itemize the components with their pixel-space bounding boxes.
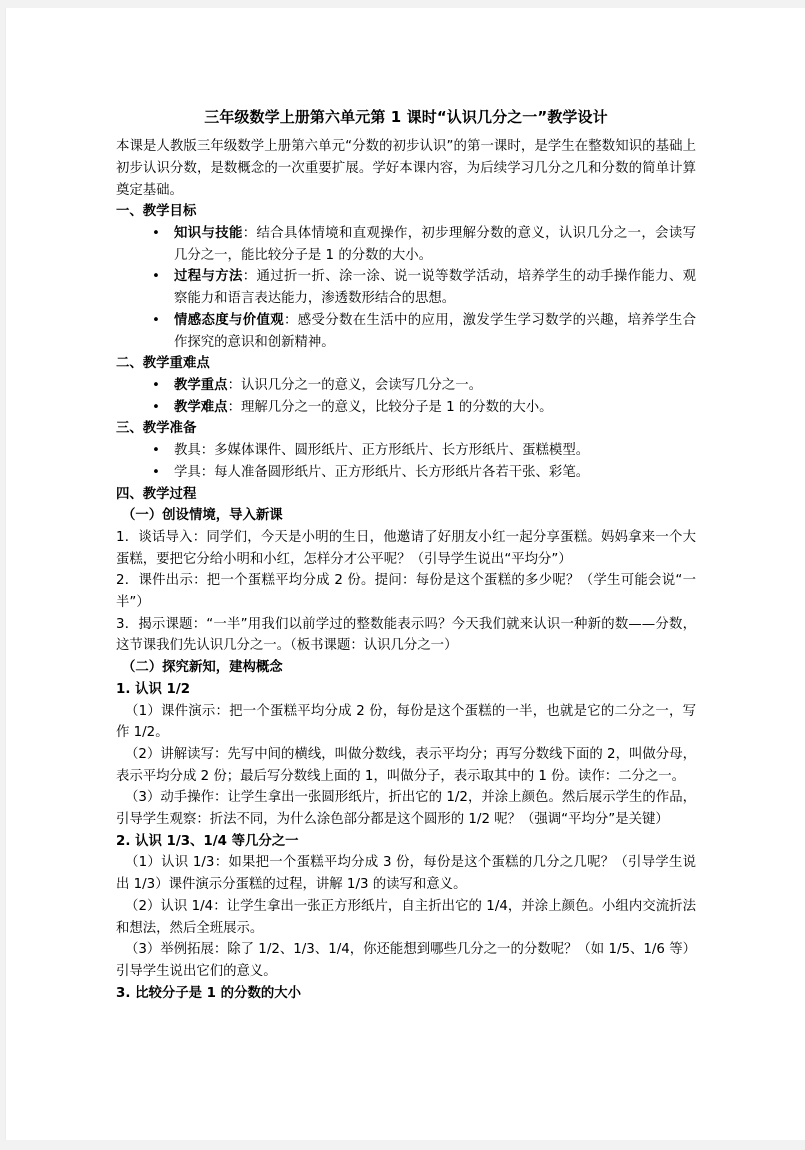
group-item: （1）课件演示：把一个蛋糕平均分成 2 份，每份是这个蛋糕的一半，也就是它的二分之一，写作 1/2。 bbox=[116, 703, 696, 741]
bullet-icon: • bbox=[152, 377, 160, 393]
list-item bbox=[116, 397, 696, 419]
section-heading-keypoints: 二、教学重难点 bbox=[116, 356, 210, 372]
group-item: （3）动手操作：让学生拿出一张圆形纸片，折出它的 1/2，并涂上颜色。然后展示学生的作品，引导学生观察：折法不同，为什么涂色部分都是这个圆形的 1/2 呢？（强调“平均分”是关键） bbox=[116, 790, 696, 828]
list-item bbox=[116, 223, 696, 266]
process-step: 1．谈话导入：同学们，今天是小明的生日，他邀请了好朋友小红一起分享蛋糕。妈妈拿来一个大蛋糕，要把它分给小明和小红，怎样分才公平呢？（引导学生说出“平均分”） bbox=[116, 529, 696, 567]
item-text: ：认识几分之一的意义，会读写几分之一。 bbox=[227, 377, 482, 393]
group-item: （1）认识 1/3：如果把一个蛋糕平均分成 3 份，每份是这个蛋糕的几分之几呢？（引导学生说出 1/3）课件演示分蛋糕的过程，讲解 1/3 的读写和意义。 bbox=[116, 855, 696, 893]
group-item: （2）认识 1/4：让学生拿出一张正方形纸片，自主折出它的 1/4，并涂上颜色。小组内交流折法和想法，然后全班展示。 bbox=[116, 898, 696, 936]
list-item bbox=[116, 440, 696, 462]
bullet-icon: • bbox=[152, 269, 160, 285]
bullet-icon: • bbox=[152, 226, 160, 242]
bullet-icon: • bbox=[152, 464, 160, 480]
group-heading-compare: 3. 比较分子是 1 的分数的大小 bbox=[116, 985, 302, 1001]
list-item bbox=[116, 462, 696, 484]
document-page bbox=[5, 8, 805, 1140]
item-text: ：每人准备圆形纸片、正方形纸片、长方形纸片各若干张、彩笔。 bbox=[200, 464, 590, 480]
item-text: ：通过折一折、涂一涂、说一说等数学活动，培养学生的动手操作能力、观察能力和语言表达能力，渗透数形结合的思想。 bbox=[174, 269, 697, 307]
intro-paragraph: 本课是人教版三年级数学上册第六单元“分数的初步认识”的第一课时，是学生在整数知识的基础上初步认识分数，是数概念的一次重要扩展。学好本课内容，为后续学习几分之几和分数的简单计算奠定基础。 bbox=[116, 139, 696, 198]
item-label: 过程与方法 bbox=[174, 269, 243, 285]
item-text: ：结合具体情境和直观操作，初步理解分数的意义，认识几分之一，会读写几分之一，能比较分子是 1 的分数的大小。 bbox=[174, 226, 697, 263]
objectives-list bbox=[116, 223, 696, 353]
group-item: （2）讲解读写：先写中间的横线，叫做分数线，表示平均分；再写分数线下面的 2，叫做分母，表示平均分成 2 份；最后写分数线上面的 1，叫做分子，表示取其中的 1 份。读作：二分之一。 bbox=[116, 746, 696, 784]
item-label: 教具 bbox=[174, 443, 201, 459]
document-content bbox=[116, 106, 696, 1004]
section-heading-process: 四、教学过程 bbox=[116, 486, 197, 502]
item-text: ：多媒体课件、圆形纸片、正方形纸片、长方形纸片、蛋糕模型。 bbox=[200, 443, 590, 459]
page-title: 三年级数学上册第六单元第 1 课时“认识几分之一”教学设计 bbox=[204, 108, 608, 126]
process-step: 3．揭示课题：“一半”用我们以前学过的整数能表示吗？今天我们就来认识一种新的数——分数，这节课我们先认识几分之一。（板书课题：认识几分之一） bbox=[116, 616, 696, 654]
section-heading-objectives: 一、教学目标 bbox=[116, 204, 197, 220]
item-label: 教学难点 bbox=[174, 399, 228, 415]
keypoints-list bbox=[116, 375, 696, 418]
list-item bbox=[116, 266, 696, 309]
process-step: 2．课件出示：把一个蛋糕平均分成 2 份。提问：每份是这个蛋糕的多少呢？（学生可能会说“一半”） bbox=[116, 573, 696, 611]
preparation-list bbox=[116, 440, 696, 483]
subsection-heading-part-two: （二）探究新知，建构概念 bbox=[122, 660, 283, 676]
item-text: ：感受分数在生活中的应用，激发学生学习数学的兴趣，培养学生合作探究的意识和创新精神。 bbox=[174, 312, 697, 350]
item-label: 知识与技能 bbox=[174, 226, 243, 242]
bullet-icon: • bbox=[152, 312, 160, 328]
group-item: （3）举例拓展：除了 1/2、1/3、1/4，你还能想到哪些几分之一的分数呢？（如 1/5、1/6 等）引导学生说出它们的意义。 bbox=[116, 942, 696, 979]
group-heading-half: 1. 认识 1/2 bbox=[116, 681, 191, 697]
list-item bbox=[116, 375, 696, 397]
item-label: 情感态度与价值观 bbox=[174, 312, 284, 328]
item-label: 教学重点 bbox=[174, 377, 228, 393]
item-label: 学具 bbox=[174, 464, 201, 480]
list-item bbox=[116, 310, 696, 353]
bullet-icon: • bbox=[152, 443, 160, 459]
bullet-icon: • bbox=[152, 399, 160, 415]
group-heading-thirds-quarters: 2. 认识 1/3、1/4 等几分之一 bbox=[116, 833, 299, 849]
item-text: ：理解几分之一的意义，比较分子是 1 的分数的大小。 bbox=[227, 399, 553, 415]
section-heading-preparation: 三、教学准备 bbox=[116, 421, 197, 437]
subsection-heading-part-one: （一）创设情境，导入新课 bbox=[122, 508, 283, 524]
